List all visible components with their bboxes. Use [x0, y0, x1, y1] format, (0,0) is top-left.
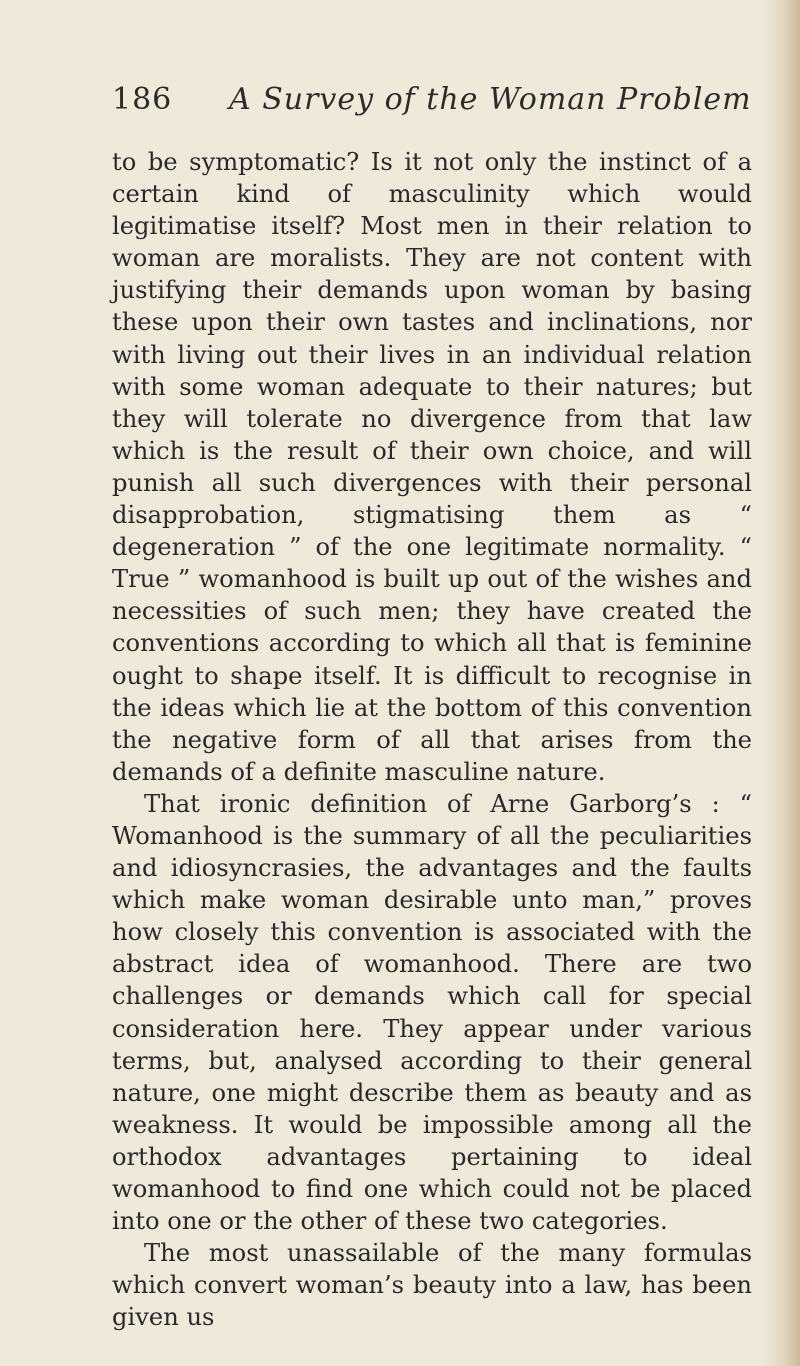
body-text — [112, 146, 752, 1333]
page-number: 186 — [112, 82, 173, 117]
paragraph-2: That ironic definition of Arne Garborg’s : “ Womanhood is the summary of all the peculiarities and idiosyncrasies, the advantages and the faults which make woman desirable unto man,” proves how closely this convention is associated with the abstract idea of womanhood. There are two challenges or demands which call for special consideration here. They appear under various terms, but, analysed according to their general nature, one might describe them as beauty and as weakness. It would be impossible among all the orthodox advantages pertaining to ideal womanhood to find one which could not be placed into one or the other of these two categories. — [112, 789, 752, 1236]
paragraph-3: The most unassailable of the many formulas which convert woman’s beauty into a law, has been given us — [112, 1239, 752, 1332]
running-title: A Survey of the Woman Problem — [229, 82, 752, 117]
page-edge-shadow — [762, 0, 800, 1366]
paragraph-1: to be symptomatic? Is it not only the instinct of a certain kind of masculinity which would legitimatise itself? Most men in their relation to woman are moralists. They are not content with justifying their demands upon woman by basing these upon their own tastes and inclinations, nor with living out their lives in an individual relation with some woman adequate to their natures; but they will tolerate no divergence from that law which is the result of their own choice, and will punish all such divergences with their personal disapprobation, stigmatising them as “ degeneration ” of the one legitimate normality. “ True ” womanhood is built up out of the wishes and necessities of such men; they have created the conventions according to which all that is feminine ought to shape itself. It is difficult to recognise in the ideas which lie at the bottom of this convention the negative form of all that arises from the demands of a definite masculine nature. — [112, 148, 752, 786]
page-header — [112, 78, 752, 124]
